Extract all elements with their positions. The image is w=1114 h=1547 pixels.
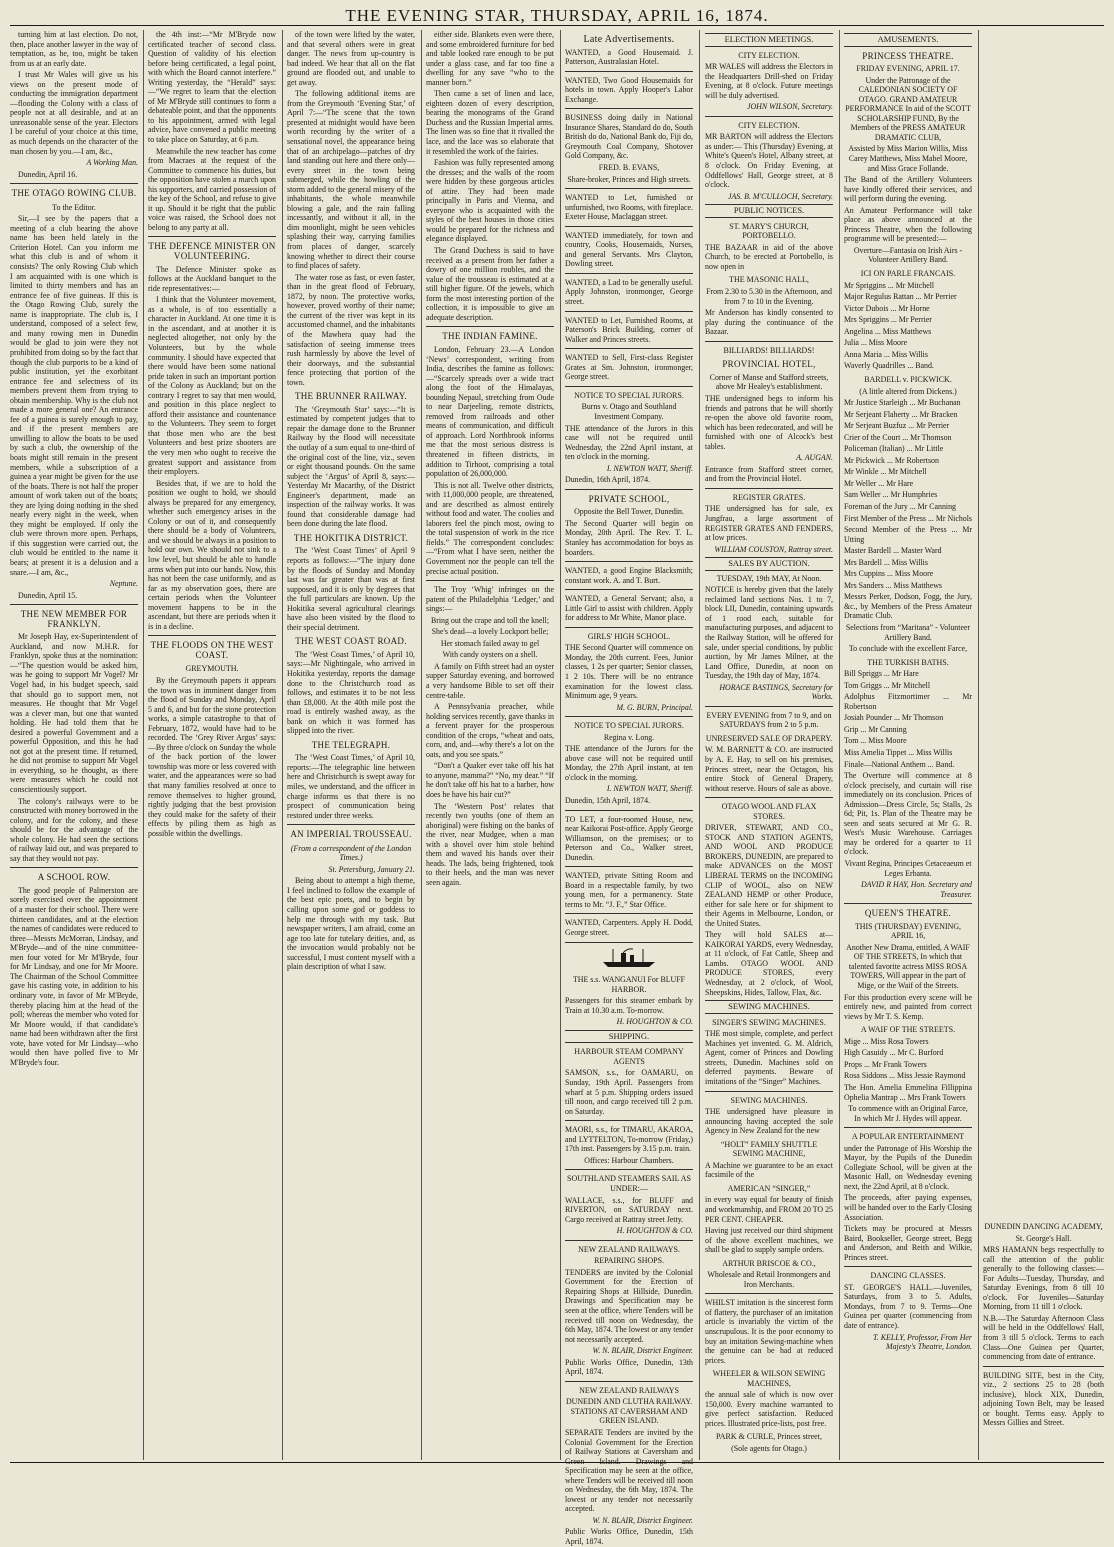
ad-text: From 2.30 to 5.30 in the Afternoon, and from 7 to 10 in the Evening. <box>706 287 832 306</box>
ad-text: Tickets may be procured at Messrs Baird, Bookseller, George street, Begg and Anderson, and Reith and Wilkie, Princes street. <box>844 1224 972 1262</box>
article-heading: A SCHOOL ROW. <box>37 872 111 883</box>
cast-line: First Member of the Press ... Mr Nichols <box>844 513 972 523</box>
article-paragraph: I trust Mr Wales will give us his views on the present mode of conducting the immigration department—flooding the Colony with a class of people not at all desirable, and at an unreasonable sense of the year. Electors I be careful of your choice at this time, as much depends on the character of the man chosen by you.—I am, &c., <box>10 70 138 156</box>
cast-line: Major Regulus Rattan ... Mr Perrier <box>844 292 957 302</box>
ad-text: WALLACE, s.s., for BLUFF and RIVERTON, on SATURDAY next. Cargo received at Rattray street Jetty. <box>565 1195 693 1224</box>
ad-date: Dunedin, 15th April, 1874. <box>565 796 651 805</box>
ad-name: FRED. B. EVANS, <box>598 163 660 173</box>
divider <box>705 1293 833 1294</box>
ad-heading: GIRLS' HIGH SCHOOL. <box>587 631 671 641</box>
article-paragraph: The ‘Western Post’ relates that recently two youths (one of them an aboriginal) were fishing on the banks of the river, near Mudgee, when a man with a shovel over him stole behind them and waved his hands over their heads. The lads, being frightened, took to their heels, and the man was never seen again. <box>426 801 554 887</box>
ad-name: THE s.s. WANGANUI For BLUFF HARBOR. <box>572 975 686 994</box>
divider <box>844 903 972 904</box>
ad-signature: A. AUGAN. <box>796 453 833 463</box>
ad-heading: PROVINCIAL HOTEL, <box>722 359 816 370</box>
ad-text: MR WALES will address the Electors in the Headquarters Drill-shed on Friday Evening, at 8 o'clock. Future meetings will be duly advertised. <box>705 62 833 100</box>
ad-heading: NOTICE TO SPECIAL JURORS. <box>574 721 684 731</box>
cast-line: Mr Serjeant Buzfuz ... Mr Perrier <box>844 421 950 431</box>
ad-text: MR BARTON will address the Electors as under:— This (Thursday) Evening, at White's Queen's Hotel, Albany street, at 8 o'clock. On Friday Evening, at Oddfellows' Hall, George street, at 8 o'clock. <box>705 132 833 190</box>
article-paragraph: The ‘West Coast Times’ of April 9 reports as follows:—“The injury done by the floods of Sunday and Monday last was far greater than was at first supposed, and it is only by degrees that the full particulars are known. Up the Hokitika several agricultural clearings have also been visited by the flood to their special detriment. <box>287 546 415 632</box>
masthead: THE EVENING STAR, THURSDAY, APRIL 16, 1874. <box>345 6 769 25</box>
column-rule <box>282 30 283 1460</box>
article-paragraph: A family on Fifth street had an oyster supper Saturday evening, and borrowed a very handsome Bible to set off their centre-table. <box>426 661 554 700</box>
ad-text: Having just received our third shipment of the above excellent machines, we shall be glad to supply sample orders. <box>705 1226 833 1255</box>
ad-text: MAORI, s.s., for TIMARU, AKAROA, and LYTTELTON, To-morrow (Friday,) 17th inst. Passengers by 3.15 p.m. train. <box>565 1125 693 1154</box>
cast-line: Master Bardell ... Master Ward <box>844 546 942 556</box>
ad-sub: Wholesale and Retail Ironmongers and Iron Merchants. <box>707 1270 831 1289</box>
ad-text: THE Second Quarter will commence on Monday, the 20th current. Fees, Junior classes, 1 2s per quarter; Senior classes, 1 2 10s. There will be no entrance examination for the lowest class. Minimum age, 9 years. <box>565 643 693 701</box>
divider <box>983 1366 1104 1367</box>
cast-line: Mr Spriggins ... Mr Mitchell <box>844 280 935 290</box>
divider <box>565 942 693 943</box>
divider <box>565 348 693 349</box>
ad-sub: Corner of Manse and Stafford streets, above Mr Healey's establishment. <box>709 372 829 392</box>
ad-sub: THIS (THURSDAY) EVENING, APRIL 16, <box>854 921 961 941</box>
divider <box>565 716 693 717</box>
ad-heading: CITY ELECTION. <box>738 50 800 60</box>
column-4 <box>426 30 554 1460</box>
article-paragraph: The ‘West Coast Times,’ of April 10, reports:—The telegraphic line between here and Christchurch is swept away for miles, we understand, and the officer in charge informs us that there is no prospect of communication being restored under three weeks. <box>287 753 415 820</box>
column-rule <box>143 30 144 1460</box>
ad-signature: JOHN WILSON, Secretary. <box>746 102 833 112</box>
ad-text: An Amateur Performance will take place as above announced at the Princess Theatre, when the following programme will be presented:— <box>844 205 972 244</box>
section-heading: SALES BY AUCTION. <box>705 557 833 571</box>
cast-line: Rosa Siddons ... Miss Jessie Raymond <box>844 1071 966 1081</box>
ad-heading: NEW ZEALAND RAILWAYS <box>579 1385 679 1395</box>
ad-signature: M. G. BURN, Principal. <box>616 702 693 712</box>
article-paragraph: The ‘West Coast Times,’ of April 10, says:—Mr Nightingale, who arrived in Hokitika yesterday, reports the damage done to the Christchurch road as follows, and estimates it to be not less than £8,000. At the 40th mile post the road is entirely washed away, as the bank on which it was formed has slipped into the river. <box>287 649 415 736</box>
ad-date: Dunedin, 16th April, 1874. <box>565 475 651 485</box>
ad-text: Messrs Perker, Dodson, Fogg, the Jury, &c., by Members of the Press Amateur Dramatic Club. <box>844 592 972 621</box>
article-heading: THE WEST COAST ROAD. <box>295 636 407 647</box>
divider <box>705 488 833 489</box>
ad-text: ST. GEORGE'S HALL.—Juveniles, Saturdays, from 3 to 5. Adults, Mondays, from 7 to 9. Terms—One Guinea per quarter (commencing from date of entrance). <box>844 1282 972 1330</box>
cast-line: The Hon. Amelia Emmelina Fillippina Ophelia Mantrap ... Mrs Frank Towers <box>844 1082 972 1102</box>
ad-text: The Second Quarter will begin on Monday, 20th April. The Rev. T. L. Stanley has accommodation for boys as boarders. <box>565 518 693 557</box>
ad-text: WANTED to Let, furnished or unfurnished, two Rooms, with fireplace. Exeter House, Maclaggan street. <box>565 193 693 222</box>
ad-text: WANTED, a good Engine Blacksmith; constant work. A. and T. Burt. <box>565 566 693 585</box>
column-6 <box>705 30 833 1460</box>
ad-text: They will hold SALES at— KAIKORAI YARDS, every Wednesday, at 11 o'clock, of Fat Cattle, Sheep and Lambs. OTAGO WOOL AND PRODUCE STORES, every Wednesday, at 2 o'clock, of Wool, Sheepskins, Hides, Tallow, Flax, &c. <box>705 930 833 997</box>
ad-text: WANTED, Carpenters. Apply H. Dodd, George street. <box>565 918 693 938</box>
ad-heading: EVERY EVENING from 7 to 9, and on SATURDAYS from 2 to 5 p.m. <box>706 710 832 730</box>
column-5 <box>565 30 693 1546</box>
article-paragraph: The colony's railways were to be constructed with money borrowed in the colony, and for the colony, and these should be for the advantage of the whole colony. He had seen the sections of railway laid out, and was prepared to say that they would not pay. <box>10 796 138 863</box>
divider <box>565 108 693 109</box>
ad-sub: FRIDAY EVENING, APRIL 17. <box>856 64 960 74</box>
ad-text: Waverly Quadrilles ... Band. <box>844 361 934 371</box>
ad-heading: A WAIF OF THE STREETS. <box>860 1025 956 1035</box>
ad-text: N.B.—The Saturday Afternoon Class will be held in the Oddfellows' Hall, from 3 till 5 o'clock. Terms to each Class—One Guinea per Quarter, commencing from date of entrance. <box>983 1313 1104 1362</box>
ad-text: The proceeds, after paying expenses, will be handed over to the Early Closing Association. <box>844 1193 972 1222</box>
ad-heading: “HOLT” FAMILY SHUTTLE SEWING MACHINE, <box>720 1139 818 1159</box>
ad-text: WANTED to Let, Furnished Rooms, at Paterson's Brick Building, corner of Walker and Princes streets. <box>565 315 693 344</box>
column-rule <box>839 30 840 1460</box>
ad-text: A Machine we guarantee to be an exact facsimile of the <box>705 1160 833 1180</box>
divider <box>565 188 693 189</box>
cast-line: Bill Spriggs ... Mr Hare <box>844 669 919 679</box>
ad-text: DRIVER, STEWART, AND CO., STOCK AND STATION AGENTS, AND WOOL AND PRODUCE BROKERS, DUNEDIN, are prepared to make ADVANCES on the MOST LIBERAL TERMS on the INCOMING CLIP of WOOL, also on NEW ZEALAND HEMP or other Produce, either for sale here or for shipment to their Agents in Melbourne, London, or the United States. <box>705 823 833 928</box>
ad-sub: Opposite the Bell Tower, Dunedin. <box>574 507 684 517</box>
ad-text: under the Patronage of His Worship the Mayor, by the Pupils of the Dunedin Collegiate School, will be given at the Masonic Hall, on Wednesday evening next, the 22nd April, at 8 o'clock. <box>844 1143 972 1191</box>
divider <box>565 1120 693 1121</box>
ad-heading: ICI ON PARLE FRANCAIS. <box>860 269 956 279</box>
cast-line: Foreman of the Jury ... Mr Canning <box>844 501 956 511</box>
ad-sub: Offices: Harbour Chambers. <box>584 1155 674 1165</box>
article-paragraph: London, February 23.—A London ‘News’ correspondent, writing from India, describes the famine as follows:—“Scarcely spreads over a wide tract along the foot of the Himalayas, bounding Nepaul, stretching from Oude to near Darjeeling, remote districts, removed from railroads and other means of communication, and difficult of approach. Lord Northbrook informs me that the most serious distress is threatened in fifteen districts, in addition to Tirhoot, comprising a total population of 26,000,000. <box>426 344 554 479</box>
cast-line: Mr Winkle ... Mr Mitchell <box>844 467 927 477</box>
ad-heading: NOTICE TO SPECIAL JURORS. <box>574 390 684 400</box>
article-heading: THE TELEGRAPH. <box>311 739 391 750</box>
ad-sub: Burns v. Otago and Southland Investment Company. <box>581 402 677 421</box>
ad-heading: UNRESERVED SALE OF DRAPERY. <box>705 733 833 743</box>
divider <box>844 1127 972 1128</box>
article-subheading: To the Editor. <box>52 202 96 212</box>
divider <box>10 604 138 605</box>
divider <box>705 706 833 707</box>
divider <box>565 273 693 274</box>
article-paragraph: The Defence Minister spoke as follows at the Auckland banquet to the ride representatives:— <box>148 264 276 293</box>
ad-date: Public Works Office, Dunedin, 13th April, 1874. <box>565 1357 693 1377</box>
cast-line: Angelina ... Miss Matthews <box>844 326 932 336</box>
footer-rule <box>10 1462 1104 1463</box>
ad-text: Selections from “Maritana” - Volunteer Artillery Band. <box>845 622 971 642</box>
cast-line: Mr Pickwick ... Mr Robertson <box>844 455 939 465</box>
divider <box>565 71 693 72</box>
cast-line: Josiah Pounder ... Mr Thomson <box>844 713 944 723</box>
divider <box>565 1381 693 1382</box>
article-paragraph: Besides that, if we are to hold the position we ought to hold, we should always be prepared for any emergency, whether such emergency arises in the Colony or out of it, and consequently there should be a body of Volunteers, and we should be always in a position to hold our own. We should not sink to a low level, but should be able to handle arms when put into our hands. Now, this has not been the case uniformly, and as far as my observation goes, there are certain periods when the Volunteer movement happens to be in the ascendant, but there are periods when it is in a decline. <box>148 478 276 631</box>
ad-text: WHILST imitation is the sincerest form of flattery, the purchaser of an imitation article is invariably the victim of the unscrupulous. It is the poor economy to buy an imitation Sewing-machine when the genuine can be had at reduced prices. <box>705 1298 833 1365</box>
ad-signature: DAVID R HAY, Hon. Secretary and Treasurer. <box>860 880 972 899</box>
ad-sub: REPAIRING SHOPS. <box>594 1256 664 1266</box>
cast-line: Mrs Cuppins ... Miss Moore <box>844 569 934 579</box>
cast-line: High Casuidy ... Mr C. Burford <box>844 1048 944 1058</box>
ad-signature: I. NEWTON WATT, Sheriff. <box>606 463 693 473</box>
article-paragraph: The following additional items are from the Greymouth ‘Evening Star,’ of April 7:—“The scene that the town presented at midnight would have been worth recording by the writer of a sensational novel, the appearance being that of an archipelago—patches of dry land standing out here and there only—every street in the town being submerged, while the howling of the storm added to the general misery of the inhabitants, the whole meanwhile blowing a gale, and the rain falling incessantly, and without it all, in the dim moonlight, might be seen vehicles splashing their way, carrying families from places of danger, scarcely knowing whether to direct their course to find places of safety. <box>287 89 415 271</box>
cast-line: Victor Dubois ... Mr Horne <box>844 303 930 313</box>
cast-line: Mrs Spriggins ... Mr Perrier <box>844 315 932 325</box>
cast-line: Props ... Mr Frank Towers <box>844 1059 927 1069</box>
divider <box>705 797 833 798</box>
article-subheading: (From a correspondent of the London Times.) <box>290 843 412 863</box>
article-heading: THE FLOODS ON THE WEST COAST. <box>150 640 274 660</box>
article-heading: AN IMPERIAL TROUSSEAU. <box>290 829 412 840</box>
verse-line: Her stomach failed away to gel <box>440 638 540 648</box>
ad-text: SAMSON, s.s., for OAMARU, on Sunday, 19th April. Passengers from wharf at 5 p.m. Shipping orders issued till noon, and cargo received till 2 p.m. on Saturday. <box>565 1068 693 1116</box>
ad-text: Under the Patronage of the CALEDONIAN SOCIETY OF OTAGO. GRAND AMATEUR PERFORMANCE In aid of the SCOTT SCHOLARSHIP FUND, By the Members of the PRESS AMATEUR DRAMATIC CLUB, <box>845 75 971 142</box>
ad-sub: Regina v. Long. <box>603 732 655 742</box>
divider <box>148 635 276 636</box>
divider <box>565 1169 693 1170</box>
article-paragraph: the 4th inst:—“Mr M'Bryde now certificated teacher of second class. Question of validity of his election before being certificated, a legal point, with which the Board cannot interfere.” Writing yesterday, the “Herald” says:—“We regret to learn that the election of Mr M'Bryde still continues to form a debateable point, and that the opponents to his appointment, armed with legal advice, have convened a public meeting to take place on Saturday, at 6 p.m. <box>148 30 276 145</box>
ad-text: WANTED, a Lad to be generally useful. Apply Johnston, ironmonger, George street. <box>565 277 693 307</box>
ad-heading: ARTHUR BRISCOE & CO., <box>722 1258 816 1268</box>
ad-text: THE BAZAAR in aid of the above Church, to be erected at Portobello, is now open in <box>705 242 833 271</box>
ad-signature: W. N. BLAIR, District Engineer. <box>592 1515 693 1525</box>
section-heading: SHIPPING. <box>565 1030 693 1044</box>
ad-text: Vivant Regina, Principes Cetaceaeum et Leges Erbanta. <box>844 859 972 878</box>
ad-sub: (Sole agents for Otago.) <box>731 1444 807 1453</box>
ad-text: TO LET, a four-roomed House, new, near Kaikorai Post-office. Apply George Williamson, on the premises; or to Peterson and Co., Walker street, Dunedin. <box>565 814 693 862</box>
ad-text: BUILDING SITE, best in the City, viz., 2 sections 25 to 28 (both inclusive), block XIX, Dunedin, adjoining Town Belt, may be leased or bought. Terms easy. Apply to Messrs Gillies and Street. <box>983 1370 1104 1428</box>
article-paragraph: A Pennsylvania preacher, while holding services recently, gave thanks in a fervent prayer for the prosperous condition of the crops, “wheat and oats, corn, and, and—why there's a lot on the oats, and you see spats.” <box>426 702 554 759</box>
ad-heading: DANCING CLASSES. <box>870 1271 946 1281</box>
ad-heading: QUEEN'S THEATRE. <box>864 908 952 919</box>
divider <box>565 866 693 867</box>
article-paragraph: The Grand Duchess is said to have received as a present from her father a dowry of one million roubles, and the value of the trousseau is estimated at a still higher figure. Of the jewels, which form the most interesting portion of the collection, it is impossible to give an adequate description. <box>426 246 554 322</box>
article-paragraph: Then came a set of linen and lace, eighteen dozen of every description, bearing the monograms of the Grand Duchess and the Russian Imperial arms. The linen was so fine that it rivalled the lace, and the lace was so elaborate that it resembled the work of the fairies. <box>426 89 554 156</box>
divider <box>705 341 833 342</box>
cast-line: Anna Maria ... Miss Willis <box>844 349 928 359</box>
letter-date: Dunedin, April 15. <box>18 590 78 600</box>
ad-text: the annual sale of which is now over 150,000. Every machine warranted to give perfect satisfaction. Reduced prices. Illustrated price-lists, post free. <box>705 1390 833 1428</box>
ad-heading: REGISTER GRATES. <box>732 492 806 502</box>
ad-heading: BILLIARDS! BILLIARDS! <box>723 345 815 355</box>
cast-line: Tom ... Miss Moore <box>844 736 907 746</box>
section-heading: SEWING MACHINES. <box>705 1000 833 1014</box>
ad-text: WANTED immediately, for town and country, Cooks, Housemaids, Nurses, and general Servants. Mrs Clayton, Dowling street. <box>565 230 693 269</box>
ad-text: Assisted by Miss Marion Willis, Miss Carey Matthews, Miss Mabel Moore, and Miss Grace Follande. <box>848 144 968 173</box>
article-paragraph: I think that the Volunteer movement, as a whole, is of too essentially a character in Auckland. At one time it is in the ascendant, and at another it is neglected altogether, not only by the Volunteers, but by the whole community. I should have expected that there would have been some national pride taken in such an important portion of the Colony as Auckland; but on the contrary I regret to say that men would, and position in this place neglect to afford their assistance and countenance to the Volunteers. They seem to forget that those men who are the best Volunteers and best prize shooters are the very men who ought to receive the greatest support and assistance from their employers. <box>148 295 276 477</box>
ad-text: THE attendance of the Jurors for the above case will not be required until Monday, the 27th April instant, at ten o'clock in the morning. <box>565 744 693 782</box>
ad-date: Public Works Office, Dunedin, 15th April, 1874. <box>565 1527 693 1546</box>
article-heading: THE INDIAN FAMINE. <box>442 331 538 342</box>
ad-text: SEPARATE Tenders are invited by the Colonial Government for the Erection of Railway Stations at Caversham and Green Island. Drawings and Specification may be seen at the office, where Tenders will be received till noon on Wednesday, the 6th May, 1874. The lowest or any tender not necessarily accepted. <box>565 1427 693 1514</box>
ad-sub: (A little altered from Dickens.) <box>859 386 957 396</box>
verse-line: She's dead—a lovely Lockport belle; <box>431 627 549 637</box>
column-7 <box>844 30 972 1460</box>
cast-line: Policeman (Italian) ... Mr Little <box>844 444 944 454</box>
masthead-rule <box>10 25 1104 26</box>
ad-text: THE undersigned has for sale, ex Jungfrau, a large assortment of REGISTER GRATES AND FENDERS, at low prices. <box>705 504 833 543</box>
article-paragraph: The good people of Palmerston are sorely exercised over the appointment of a master for their school. There were thirteen candidates, and at the election the names of candidates were reduced to three—Messrs McMorran, Lindsay, and M'Bryde—and of the nine committee-men four voted for Mr M'Bryde, four for Mr Lindsay, and one for Mr Moore. The Chairman of the School Committee gave his casting vote, in addition to his ordinary vote, in favor of Mr M'Bryde, thereby placing him at the head of the poll; whereas the member who voted for Mr Moore would, if that candidate's name had been withdrawn after the first vote, have voted for Mr Lindsay—who would then have polled five to Mr M'Bryde's four. <box>10 885 138 1067</box>
ad-text: The Overture will commence at 8 o'clock precisely, and curtain will rise immediately on its conclusion. Prices of Admission—Dress Circle, 5s; Stalls, 2s 6d; Pit, 1s. Plan of the Theatre may be seen and seats secured at Mr G. R. West's Music Warehouse. Carriages may be ordered for a quarter to 11 o'clock. <box>844 771 972 857</box>
ad-heading: NEW ZEALAND RAILWAYS. <box>578 1244 680 1254</box>
section-heading: Late Advertisements. <box>583 34 675 45</box>
column-rule <box>560 30 561 1460</box>
verse-line: With candy oysters on a shell. <box>442 650 538 660</box>
divider <box>565 627 693 628</box>
article-subheading: GREYMOUTH. <box>185 664 239 674</box>
ad-text: W. M. BARNETT & CO. are instructed by A. E. Hay, to sell on his premises, Princes street, near the Octagon, his entire Stock of General Drapery, without reserve. Hours of sale as above. <box>705 745 833 793</box>
article-paragraph: By the Greymouth papers it appears the town was in imminent danger from the flood of Sunday and Monday, April 5 and 6, and but for the stone protection works, a simple catastrophe to that of February, 1872, would have had to be recorded. The ‘Grey River Argus’ says:—By three o'clock on Sunday the whole of the back portion of the lower township was more or less covered with water, and the appearances were so bad that many families resolved at once to remove themselves to higher ground, rightly judging that the best provision they could make for the safety of their effects by piling them as high as possible within the dwellings. <box>148 676 276 838</box>
ad-text: Passengers for this steamer embark by Train at 10.30 a.m. To-morrow. <box>565 996 693 1015</box>
ad-text: THE attendance of the Jurors in this case will not be required until Wednesday, the 22nd April instant, at ten o'clock in the morning. <box>565 423 693 462</box>
divider <box>10 183 138 184</box>
column-8 <box>983 30 1104 1460</box>
cast-line: Julia ... Miss Moore <box>844 338 908 348</box>
ad-signature: WILLIAM COUSTON, Rattray street. <box>714 544 833 554</box>
ad-heading: WHEELER & WILSON SEWING MACHINES, <box>712 1369 826 1388</box>
ad-text: WANTED to Sell, First-class Register Grates at Sm. Johnston, ironmonger, George street. <box>565 353 693 382</box>
ad-text: WANTED, Two Good Housemaids for hotels in town. Apply Hooper's Labor Exchange. <box>565 75 693 104</box>
letter-signature: Neptune. <box>109 579 138 589</box>
cast-line: Mrs Bardell ... Miss Willis <box>844 557 928 567</box>
cast-line: Grip ... Mr Canning <box>844 724 907 734</box>
ad-heading: HARBOUR STEAM COMPANY AGENTS <box>574 1047 684 1066</box>
divider <box>565 311 693 312</box>
ad-text: Mr Anderson has kindly consented to play during the continuance of the Bazaar. <box>705 308 833 337</box>
divider <box>287 824 415 825</box>
ad-text: BUSINESS doing daily in National Insurance Shares, Standard do do, South British do do, National Bank do, Fiji do, Greymouth Coal Company, Shotover Gold Company, &c. <box>565 113 693 161</box>
column-3 <box>287 30 415 1460</box>
divider <box>426 326 554 327</box>
section-heading: PUBLIC NOTICES. <box>705 204 833 218</box>
article-paragraph: This is not all. Twelve other districts, with 11,000,000 people, are threatened, and are described as almost entirely without food and water. The coolies and laborers feel the pinch most, owing to the total suspension of work in the rice fields.” The correspondent concludes:—“From what I have seen, neither the Government nor the people can tell the precise actual position. <box>426 480 554 576</box>
article-paragraph: Fashion was fully represented among the dresses; and the walls of the room were hidden by these gorgeous articles of attire. They had been made principally in Paris and Vienna, and everyone who is acquainted with the styles of the best houses in those cities would be prepared for the richness and elegance displayed. <box>426 158 554 244</box>
ad-sub: DUNEDIN AND CLUTHA RAILWAY. STATIONS AT CAVERSHAM AND GREEN ISLAND. <box>565 1397 693 1426</box>
ad-signature: JAS. B. M'CULLOCH, Secretary. <box>727 191 833 201</box>
ad-sub: St. George's Hall. <box>1015 1233 1072 1243</box>
ad-heading: SOUTHLAND STEAMERS SAIL AS UNDER:— <box>567 1174 691 1193</box>
ad-heading: PRIVATE SCHOOL, <box>588 493 670 504</box>
ad-text: WANTED, a General Servant; also, a Little Girl to assist with children. Apply for address to Mr White, Manor place. <box>565 594 693 623</box>
divider <box>705 116 833 117</box>
column-8-upper <box>983 30 1104 1218</box>
ad-sub: TUESDAY, 19th MAY, At Noon. <box>716 573 822 583</box>
ad-text: Overture—Fantasia on Irish Airs - Volunteer Artillery Band. <box>853 245 963 265</box>
ad-heading: THE MASONIC HALL, <box>729 275 809 285</box>
divider <box>705 1091 833 1092</box>
article-paragraph: “Don't a Quaker ever take off his hat to anyone, mamma?” “No, my dear.” “If he don't take off his hat to a barber, how does he have his hair cut?” <box>426 761 554 800</box>
divider <box>565 386 693 387</box>
cast-line: Crier of the Court ... Mr Thomson <box>844 432 952 442</box>
letter-signature: A Working Man. <box>86 158 138 168</box>
steamship-icon <box>565 947 693 972</box>
ad-heading: SEWING MACHINES. <box>730 1095 808 1105</box>
ad-text: in every way equal for beauty of finish and workmanship, and FROM 20 TO 25 PER CENT. CHEAPER. <box>705 1195 833 1224</box>
ad-signature: HORACE BASTINGS, Secretary for Works. <box>719 682 833 702</box>
ad-text: To commence with an Original Farce, In which Mr J. Hydes will appear. <box>848 1104 968 1123</box>
ad-text: For this production every scene will be entirely new, and painted from correct views by Mr T. S. Kemp. <box>844 992 972 1021</box>
verse-line: Bring out the crape and toll the knell; <box>430 615 550 625</box>
ad-heading: OTAGO WOOL AND FLAX STORES. <box>721 802 817 821</box>
cast-line: Second Member of the Press ... Mr Utting <box>844 525 972 544</box>
ad-heading: PRINCESS THEATRE. <box>862 50 954 61</box>
ad-signature: H. HOUGHTON & CO. <box>616 1226 693 1236</box>
divider <box>565 913 693 914</box>
ad-signature: I. NEWTON WATT, Sheriff. <box>606 784 693 794</box>
cast-line: Mr Justice Starleigh ... Mr Buchanan <box>844 398 961 408</box>
ad-text: THE undersigned have pleasure in announcing having accepted the sole Agency in New Zealand for the new <box>705 1107 833 1136</box>
article-paragraph: Sir,—I see by the papers that a meeting of a club bearing the above name has been held lately in the Criterion Hotel. Can you inform me what this club is and of whom it consists? The only Rowing Club which I am acquainted with is one which is limited to thirty members and has an entrance fee of five guineas. If this is the Otago Rowing Club, surely the name is inappropriate. The club is, I understand, composed of a select few, and many rowing men in Dunedin would be glad to join were they not prohibited from doing so by the fact that though the club purports to be a kind of public institution, yet the exorbitant entrance fee and selectness of its members prevent them from trying to obtain membership. Why is the club not made a more general one? An entrance fee of a guinea is surely enough to pay, and if the present members are unwilling to allow the boats to be used by such a club, the ownership of the boats might still remain in the present members, while a subscription of a guinea a year might be given for the use of the boats. There is not half the proper amount of work taken out of the boats; they are lying doing nothing in the shed nearly every night in the week, when they might be employed. If only the club were thrown more open. Perhaps, if this suggestion were carried out, the club would be entitled to the name it bears; at present it is a delusion and a snare.—I am, &c., <box>10 214 138 577</box>
divider <box>565 1240 693 1241</box>
cast-line: Mrs Sanders ... Miss Matthews <box>844 580 942 590</box>
article-heading: THE HOKITIKA DISTRICT. <box>293 532 409 543</box>
cast-line: Miss Amelia Tippet ... Miss Willis <box>844 748 953 757</box>
ad-text: Finale—National Anthem ... Band. <box>844 759 955 769</box>
ad-signature: H. HOUGHTON & CO. <box>616 1017 693 1027</box>
divider <box>565 226 693 227</box>
column-1 <box>10 30 138 1460</box>
cast-line: Mr Serjeant Flaherty ... Mr Bracken <box>844 409 958 419</box>
ad-text: THE most simple, complete, and perfect Machines yet invented. G. M. Aldrich, Agent, corner of Princes and Dowling streets, Dunedin. Machines sold on deferred payments. Beware of imitations of the “Singer” Machines. <box>705 1029 833 1086</box>
article-paragraph: Meanwhile the new teacher has come from Macraes at the request of the Committee to commence his duties, but the opposition have stolen a march upon his supporters, and carried possession of the key of the School, and refuse to give it up. Should it be right that the public voice was raised, the School does not belong to any party at all. <box>148 146 276 232</box>
divider <box>565 489 693 490</box>
divider <box>844 1266 972 1267</box>
ad-text: To conclude with the excellent Farce, <box>848 644 968 654</box>
section-heading: AMUSEMENTS. <box>844 33 972 47</box>
ad-text: Entrance from Stafford street corner, and from the Provincial Hotel. <box>705 464 833 484</box>
ad-text: Another New Drama, entitled, A WAIF OF THE STREETS, In which that talented favorite actress MISS ROSA TOWERS, Will appear in the part of Mige, or the Waif of the Streets. <box>846 942 970 991</box>
column-rule <box>699 30 700 1460</box>
column-rule <box>978 30 979 1460</box>
article-heading: THE BRUNNER RAILWAY. <box>294 391 408 402</box>
article-heading: THE OTAGO ROWING CLUB. <box>11 188 137 199</box>
ad-text: The Band of the Artillery Volunteers have kindly offered their services, and will perform during the evening. <box>844 175 972 204</box>
ad-heading: CITY ELECTION. <box>738 120 800 130</box>
ad-signature: W. N. BLAIR, District Engineer. <box>592 1346 693 1356</box>
section-heading: ELECTION MEETINGS. <box>705 33 833 47</box>
ad-heading: AMERICAN “SINGER,” <box>727 1183 811 1193</box>
ad-heading: DUNEDIN DANCING ACADEMY, <box>984 1222 1103 1231</box>
article-paragraph: Being about to attempt a high theme, I feel inclined to follow the example of the best epic poets, and to begin by calling upon some god or goddess to help me through with my task. But newspaper writers, I am afraid, come an age too late for tutelary deities, and, as the invocation would probably not be successful, I must content myself with a plain description of what I saw. <box>287 876 415 972</box>
column-rule <box>421 30 422 1460</box>
cast-line: Mige ... Miss Rosa Towers <box>844 1036 929 1046</box>
article-paragraph: The Troy ‘Whig’ infringes on the patent of the Philadelphia ‘Ledger,’ and sings:— <box>426 585 554 614</box>
ad-heading: THE TURKISH BATHS. <box>867 657 949 667</box>
ad-text: THE undersigned begs to inform his friends and patrons that he will shortly re-open the above old favorite room, which has been redecorated, and will be furnished with one of Alcock's best tables. <box>705 393 833 451</box>
divider <box>565 589 693 590</box>
cast-line: Adolphus Fitzmortimer ... Mr Robertson <box>844 692 972 711</box>
cast-line: Sam Weller ... Mr Humphries <box>844 490 938 500</box>
ad-text: MRS HAMANN begs respectfully to call the attention of the public generally to the following classes:— For Adults—Tuesday, Thursday, and Saturday Evenings, from 8 till 10 o'clock. For Juveniles—Saturday Morning, from 11 till 1 o'clock. <box>983 1245 1104 1312</box>
divider <box>10 867 138 868</box>
article-paragraph: The ‘Greymouth Star’ says:—“It is estimated by competent judges that to repair the damage done to the Brunner Railway by the flood will necessitate the outlay of a sum equal to one-third of the original cost of the line, viz., seven or eight thousand pounds. On the same subject the ‘Argus’ of April 8, says:—Yesterday Mr Macarthy, of the District Engineer's department, made an inspection of the railway works. It was found that considerable damage had been done during the late flood. <box>287 404 415 529</box>
ad-heading: PARK & CURLE, Princes street, <box>716 1432 822 1442</box>
article-paragraph: either side. Blankets even were there, and some embroidered furniture for bed and table looked rare enough to be put under a glass case, and far too fine a dwelling for any save “who to the manner born.” <box>426 30 554 87</box>
ad-text: WANTED, a Good Housemaid. J. Patterson, Australasian Hotel. <box>565 47 693 67</box>
ad-heading: SINGER'S SEWING MACHINES. <box>712 1017 826 1027</box>
article-heading: THE NEW MEMBER FOR FRANKLYN. <box>20 609 128 629</box>
divider <box>565 561 693 562</box>
ad-text: WANTED, private Sitting Room and Board in a respectable family, by two young men, for a permanency. State terms to Mr. “J. F.,” Star Office. <box>565 871 693 909</box>
article-paragraph: of the town were lifted by the water, and that several others were in great danger. The news from up-country is bad indeed. We hear that all on the flat ground are flooded out, and unable to get away. <box>287 30 415 87</box>
ad-heading: ST. MARY'S CHURCH, PORTOBELLO. <box>729 221 809 241</box>
ad-signature: T. KELLY, Professor, From Her Majesty's Theatre, London. <box>872 1332 972 1352</box>
letter-date: Dunedin, April 16. <box>18 169 78 179</box>
divider <box>565 810 693 811</box>
dateline: St. Petersburg, January 21. <box>328 864 415 874</box>
article-paragraph: The water rose as fast, or even faster, than in the great flood of February, 1872, by noon. The protective works, however, proved worthy of their name; the current of the river was kept in its accustomed channel, and the inhabitants of the Mawhera quay had the satisfaction of seeing immense trees rush harmlessly by above the level of their doorways, and the substantial fence protecting that portion of the town. <box>287 272 415 387</box>
article-paragraph: turning him at last election. Do not, then, place another lawyer in the way of temptation, as he, too, might be taken from us at an early date. <box>10 30 138 68</box>
article-heading: THE DEFENCE MINISTER ON VOLUNTEERING. <box>148 241 276 262</box>
ad-sub: Share-broker, Princes and High streets. <box>567 174 691 184</box>
cast-line: Tom Griggs ... Mr Mitchell <box>844 680 931 690</box>
cast-line: Mr Weller ... Mr Hare <box>844 478 914 488</box>
divider <box>148 236 276 237</box>
ad-text: NOTICE is hereby given that the lately reclaimed land sections Nos. 1 to 7, block LII, Dunedin, containing upwards of 1 rood each, suitable for manufacturing purposes, and adjacent to the Railway Station, will be offered for sale, under special conditions, by public auction, by Mr James Milner, at the Land Office, Dunedin, at noon on Tuesday, the 19th day of May, 1874. <box>705 585 833 681</box>
ad-text: TENDERS are invited by the Colonial Government for the Erection of Repairing Shops at Hillside, Dunedin. Drawings and Specification may be seen at the office, where Tenders will be received till noon on Wednesday, the 6th May, 1874. The lowest or any tender not necessarily accepted. <box>565 1267 693 1344</box>
ad-heading: BARDELL v. PICKWICK. <box>864 374 952 384</box>
article-paragraph: Mr Joseph Hay, ex-Superintendent of Auckland, and now M.H.R. for Franklyn, spoke thus at the nomination:—“The question would be asked him, was he going to support Mr Vogel? Mr Vogel had, in his budget speech, said that should go to support men, not measures. He thought that Mr Vogel was a clever man, but one that wanted holding. He had told them that he desired a powerful Government and a powerful Opposition, and this he had not got at the present time. If returned, he did not promise to support Mr Vogel in everything, so he thought, as there were measures which he could not conscientiously support. <box>10 632 138 795</box>
column-2 <box>148 30 276 1460</box>
divider <box>426 580 554 581</box>
ad-heading: A POPULAR ENTERTAINMENT <box>851 1132 965 1142</box>
